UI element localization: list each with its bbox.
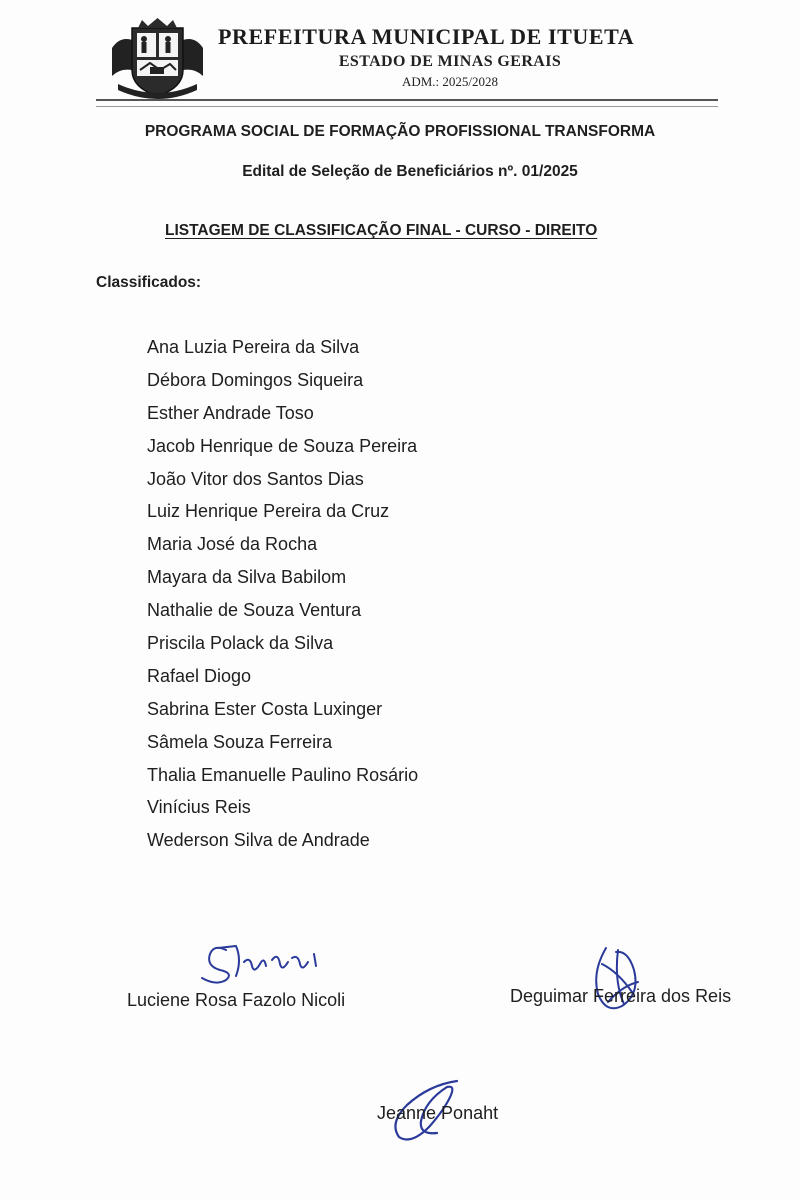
list-item: Vinícius Reis bbox=[147, 797, 251, 818]
list-item: João Vitor dos Santos Dias bbox=[147, 468, 364, 489]
classified-list bbox=[147, 337, 418, 863]
list-item: Thalia Emanuelle Paulino Rosário bbox=[147, 764, 419, 785]
list-item: Jacob Henrique de Souza Pereira bbox=[147, 435, 418, 456]
municipal-crest-emblem bbox=[110, 18, 205, 100]
list-item: Maria José da Rocha bbox=[147, 534, 318, 555]
list-item: Priscila Polack da Silva bbox=[147, 633, 334, 654]
listing-title: LISTAGEM DE CLASSIFICAÇÃO FINAL - CURSO - DIREITO bbox=[165, 222, 598, 239]
signature-name-1: Luciene Rosa Fazolo Nicoli bbox=[127, 990, 346, 1010]
signature-scribble-2 bbox=[588, 942, 648, 1024]
list-item: Wederson Silva de Andrade bbox=[147, 830, 370, 851]
list-item: Ana Luzia Pereira da Silva bbox=[147, 337, 360, 357]
edital-heading: Edital de Seleção de Beneficiários nº. 01/2025 bbox=[242, 163, 578, 180]
classified-label: Classificados: bbox=[96, 274, 202, 291]
letterhead-divider bbox=[96, 99, 718, 107]
list-item: Débora Domingos Siqueira bbox=[147, 369, 364, 390]
list-item: Luiz Henrique Pereira da Cruz bbox=[147, 501, 390, 522]
program-heading: PROGRAMA SOCIAL DE FORMAÇÃO PROFISSIONAL TRANSFORMA bbox=[144, 123, 656, 140]
signature-name-3: Jeanne Ponaht bbox=[377, 1103, 499, 1123]
list-item: Rafael Diogo bbox=[147, 665, 252, 686]
list-item: Esther Andrade Toso bbox=[147, 402, 314, 423]
signature-name-2: Deguimar Ferreira dos Reis bbox=[510, 986, 732, 1006]
signature-scribble-1 bbox=[196, 940, 331, 988]
list-item: Mayara da Silva Babilom bbox=[147, 567, 347, 588]
letterhead-title: PREFEITURA MUNICIPAL DE ITUETA bbox=[218, 24, 635, 49]
letterhead-administration: ADM.: 2025/2028 bbox=[401, 74, 499, 89]
list-item: Nathalie de Souza Ventura bbox=[147, 600, 362, 621]
letterhead-subtitle: ESTADO DE MINAS GERAIS bbox=[338, 53, 562, 70]
list-item: Sâmela Souza Ferreira bbox=[147, 731, 333, 752]
list-item: Sabrina Ester Costa Luxinger bbox=[147, 698, 383, 719]
